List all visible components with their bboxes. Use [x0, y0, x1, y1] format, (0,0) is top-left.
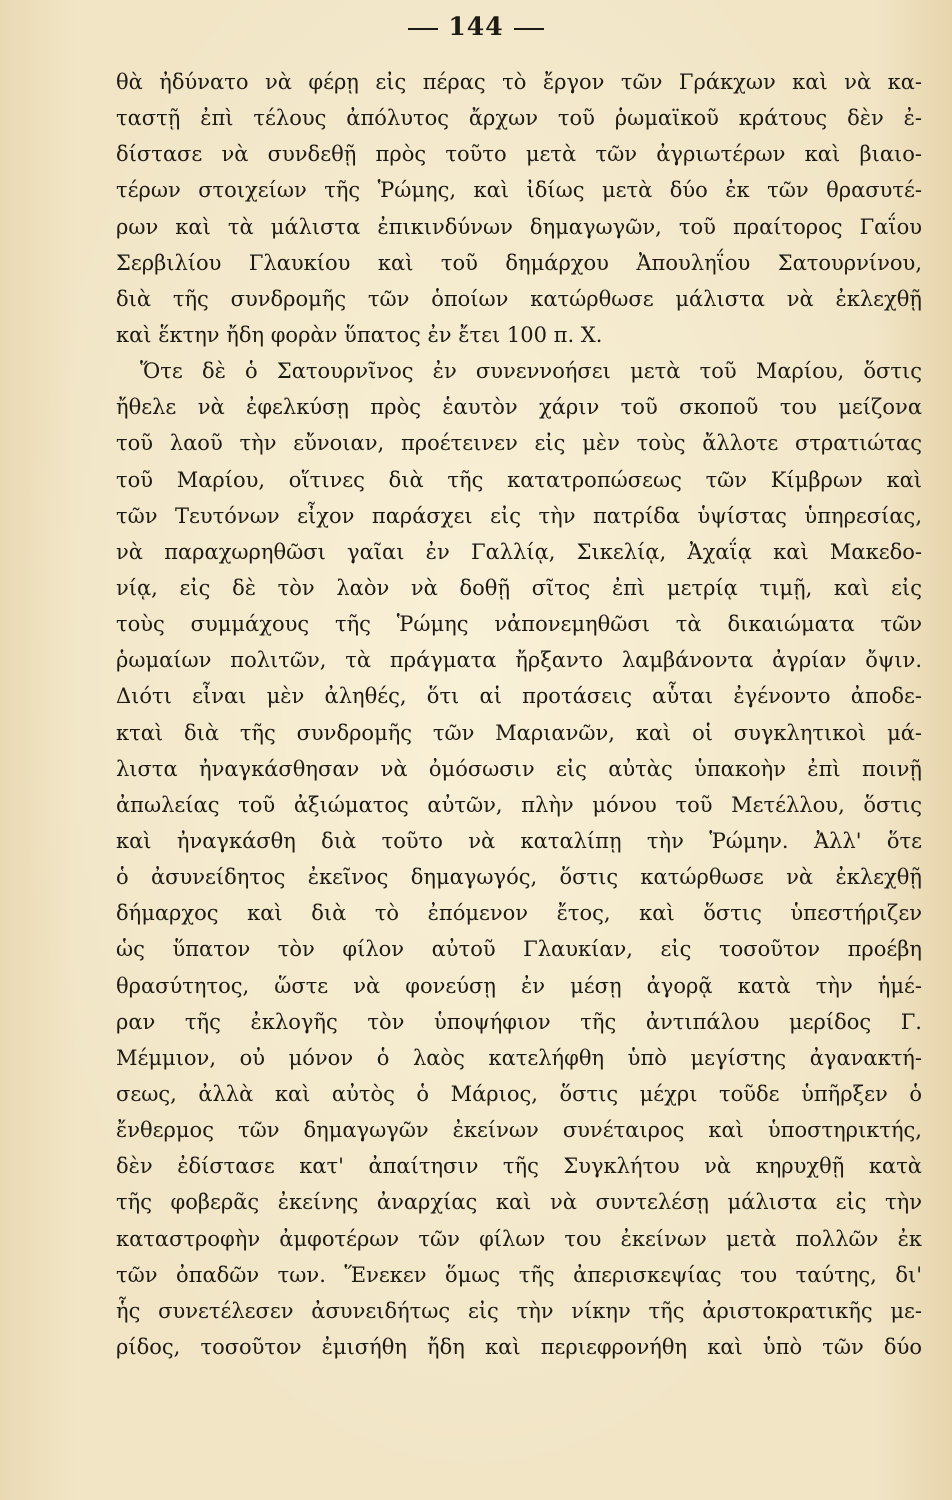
text-line: ρίδος, τοσοῦτον ἐμισήθη ἤδη καὶ περιεφρονήθη καὶ ὑπὸ τῶν δύο: [116, 1334, 922, 1359]
text-line: σεως, ἀλλὰ καὶ αὐτὸς ὁ Μάριος, ὅστις μέχρι τοῦδε ὑπῆρξεν ὁ: [116, 1081, 922, 1106]
text-line: τέρων στοιχείων τῆς Ῥώμης, καὶ ἰδίως μετὰ δύο ἐκ τῶν θρασυτέ-: [116, 178, 922, 203]
text-line: ρων καὶ τὰ μάλιστα ἐπικινδύνων δημαγωγῶν, τοῦ πραίτορος Γαΐου: [116, 214, 922, 239]
text-line: καὶ ἠναγκάσθη διὰ τοῦτο νὰ καταλίπῃ τὴν Ῥώμην. Ἀλλ' ὅτε: [116, 828, 922, 853]
text-line: καταστροφὴν ἀμφοτέρων τῶν φίλων του ἐκείνων μετὰ πολλῶν ἐκ: [116, 1226, 922, 1251]
text-line: ῥωμαίων πολιτῶν, τὰ πράγματα ἤρξαντο λαμβάνοντα ἀγρίαν ὄψιν.: [116, 648, 922, 673]
text-line: νίᾳ, εἰς δὲ τὸν λαὸν νὰ δοθῇ σῖτος ἐπὶ μετρίᾳ τιμῇ, καὶ εἰς: [116, 575, 922, 600]
text-line: τῆς φοβερᾶς ἐκείνης ἀναρχίας καὶ νὰ συντελέσῃ μάλιστα εἰς τὴν: [116, 1190, 922, 1215]
text-line: κταὶ διὰ τῆς συνδρομῆς τῶν Μαριανῶν, καὶ οἱ συγκλητικοὶ μά-: [116, 720, 922, 745]
text-line: δίστασε νὰ συνδεθῇ πρὸς τοῦτο μετὰ τῶν ἀγριωτέρων καὶ βιαιο-: [116, 142, 922, 167]
text-line: ραν τῆς ἐκλογῆς τὸν ὑποψήφιον τῆς ἀντιπάλου μερίδος Γ.: [116, 1009, 922, 1034]
text-line: τῶν ὀπαδῶν των. Ἕνεκεν ὅμως τῆς ἀπερισκεψίας του ταύτης, δι': [116, 1262, 922, 1287]
text-line: λιστα ἠναγκάσθησαν νὰ ὀμόσωσιν εἰς αὐτὰς ὑπακοὴν ἐπὶ ποινῇ: [116, 756, 922, 781]
text-line: Ὅτε δὲ ὁ Σατουρνῖνος ἐν συνεννοήσει μετὰ τοῦ Μαρίου, ὅστις: [140, 359, 922, 384]
text-line: νὰ παραχωρηθῶσι γαῖαι ἐν Γαλλίᾳ, Σικελίᾳ, Ἀχαΐᾳ καὶ Μακεδο-: [116, 539, 922, 564]
text-line: Μέμμιον, οὐ μόνον ὁ λαὸς κατελήφθη ὑπὸ μεγίστης ἀγανακτή-: [116, 1045, 922, 1070]
text-line: θὰ ἠδύνατο νὰ φέρῃ εἰς πέρας τὸ ἔργον τῶν Γράκχων καὶ νὰ κα-: [116, 70, 922, 94]
text-line: ὡς ὕπατον τὸν φίλον αὐτοῦ Γλαυκίαν, εἰς τοσοῦτον προέβη: [116, 937, 922, 962]
header-dash-left: [408, 28, 438, 30]
text-line: Σερβιλίου Γλαυκίου καὶ τοῦ δημάρχου Ἀπουληΐου Σατουρνίνου,: [116, 250, 922, 275]
text-line: ὁ ἀσυνείδητος ἐκεῖνος δημαγωγός, ὅστις κατώρθωσε νὰ ἐκλεχθῇ: [116, 865, 922, 890]
text-line: καὶ ἕκτην ἤδη φορὰν ὕπατος ἐν ἔτει 100 π. Χ.: [116, 322, 603, 347]
text-line: τῶν Τευτόνων εἶχον παράσχει εἰς τὴν πατρίδα ὑψίστας ὑπηρεσίας,: [116, 503, 922, 528]
header-dash-right: [514, 28, 544, 30]
text-line: δήμαρχος καὶ διὰ τὸ ἐπόμενον ἔτος, καὶ ὅστις ὑπεστήριζεν: [116, 901, 922, 926]
text-line: δὲν ἐδίστασε κατ' ἀπαίτησιν τῆς Συγκλήτου νὰ κηρυχθῇ κατὰ: [116, 1154, 922, 1179]
text-line: ἧς συνετέλεσεν ἀσυνειδήτως εἰς τὴν νίκην τῆς ἀριστοκρατικῆς με-: [116, 1298, 922, 1323]
body-text: [116, 64, 922, 1365]
text-line: τοὺς συμμάχους τῆς Ῥώμης νἀπονεμηθῶσι τὰ δικαιώματα τῶν: [116, 612, 922, 637]
text-line: διὰ τῆς συνδρομῆς τῶν ὁποίων κατώρθωσε μάλιστα νὰ ἐκλεχθῇ: [116, 286, 922, 311]
text-line: Διότι εἶναι μὲν ἀληθές, ὅτι αἱ προτάσεις αὗται ἐγένοντο ἀποδε-: [116, 684, 922, 709]
page-header: [0, 10, 952, 44]
text-line: ἔνθερμος τῶν δημαγωγῶν ἐκείνων συνέταιρος καὶ ὑποστηρικτής,: [116, 1118, 922, 1143]
text-line: ταστῇ ἐπὶ τέλους ἀπόλυτος ἄρχων τοῦ ῥωμαϊκοῦ κράτους δὲν ἐ-: [116, 106, 922, 131]
text-line: ἤθελε νὰ ἐφελκύσῃ πρὸς ἑαυτὸν χάριν τοῦ σκοποῦ του μείζονα: [116, 395, 922, 420]
text-line: θρασύτητος, ὥστε νὰ φονεύσῃ ἐν μέσῃ ἀγορᾷ κατὰ τὴν ἡμέ-: [116, 973, 922, 998]
text-line: τοῦ λαοῦ τὴν εὔνοιαν, προέτεινεν εἰς μὲν τοὺς ἄλλοτε στρατιώτας: [116, 431, 922, 456]
page-number: 144: [448, 12, 504, 41]
text-line: ἀπωλείας τοῦ ἀξιώματος αὐτῶν, πλὴν μόνου τοῦ Μετέλλου, ὅστις: [116, 792, 922, 817]
text-line: τοῦ Μαρίου, οἵτινες διὰ τῆς κατατροπώσεως τῶν Κίμβρων καὶ: [116, 467, 922, 492]
